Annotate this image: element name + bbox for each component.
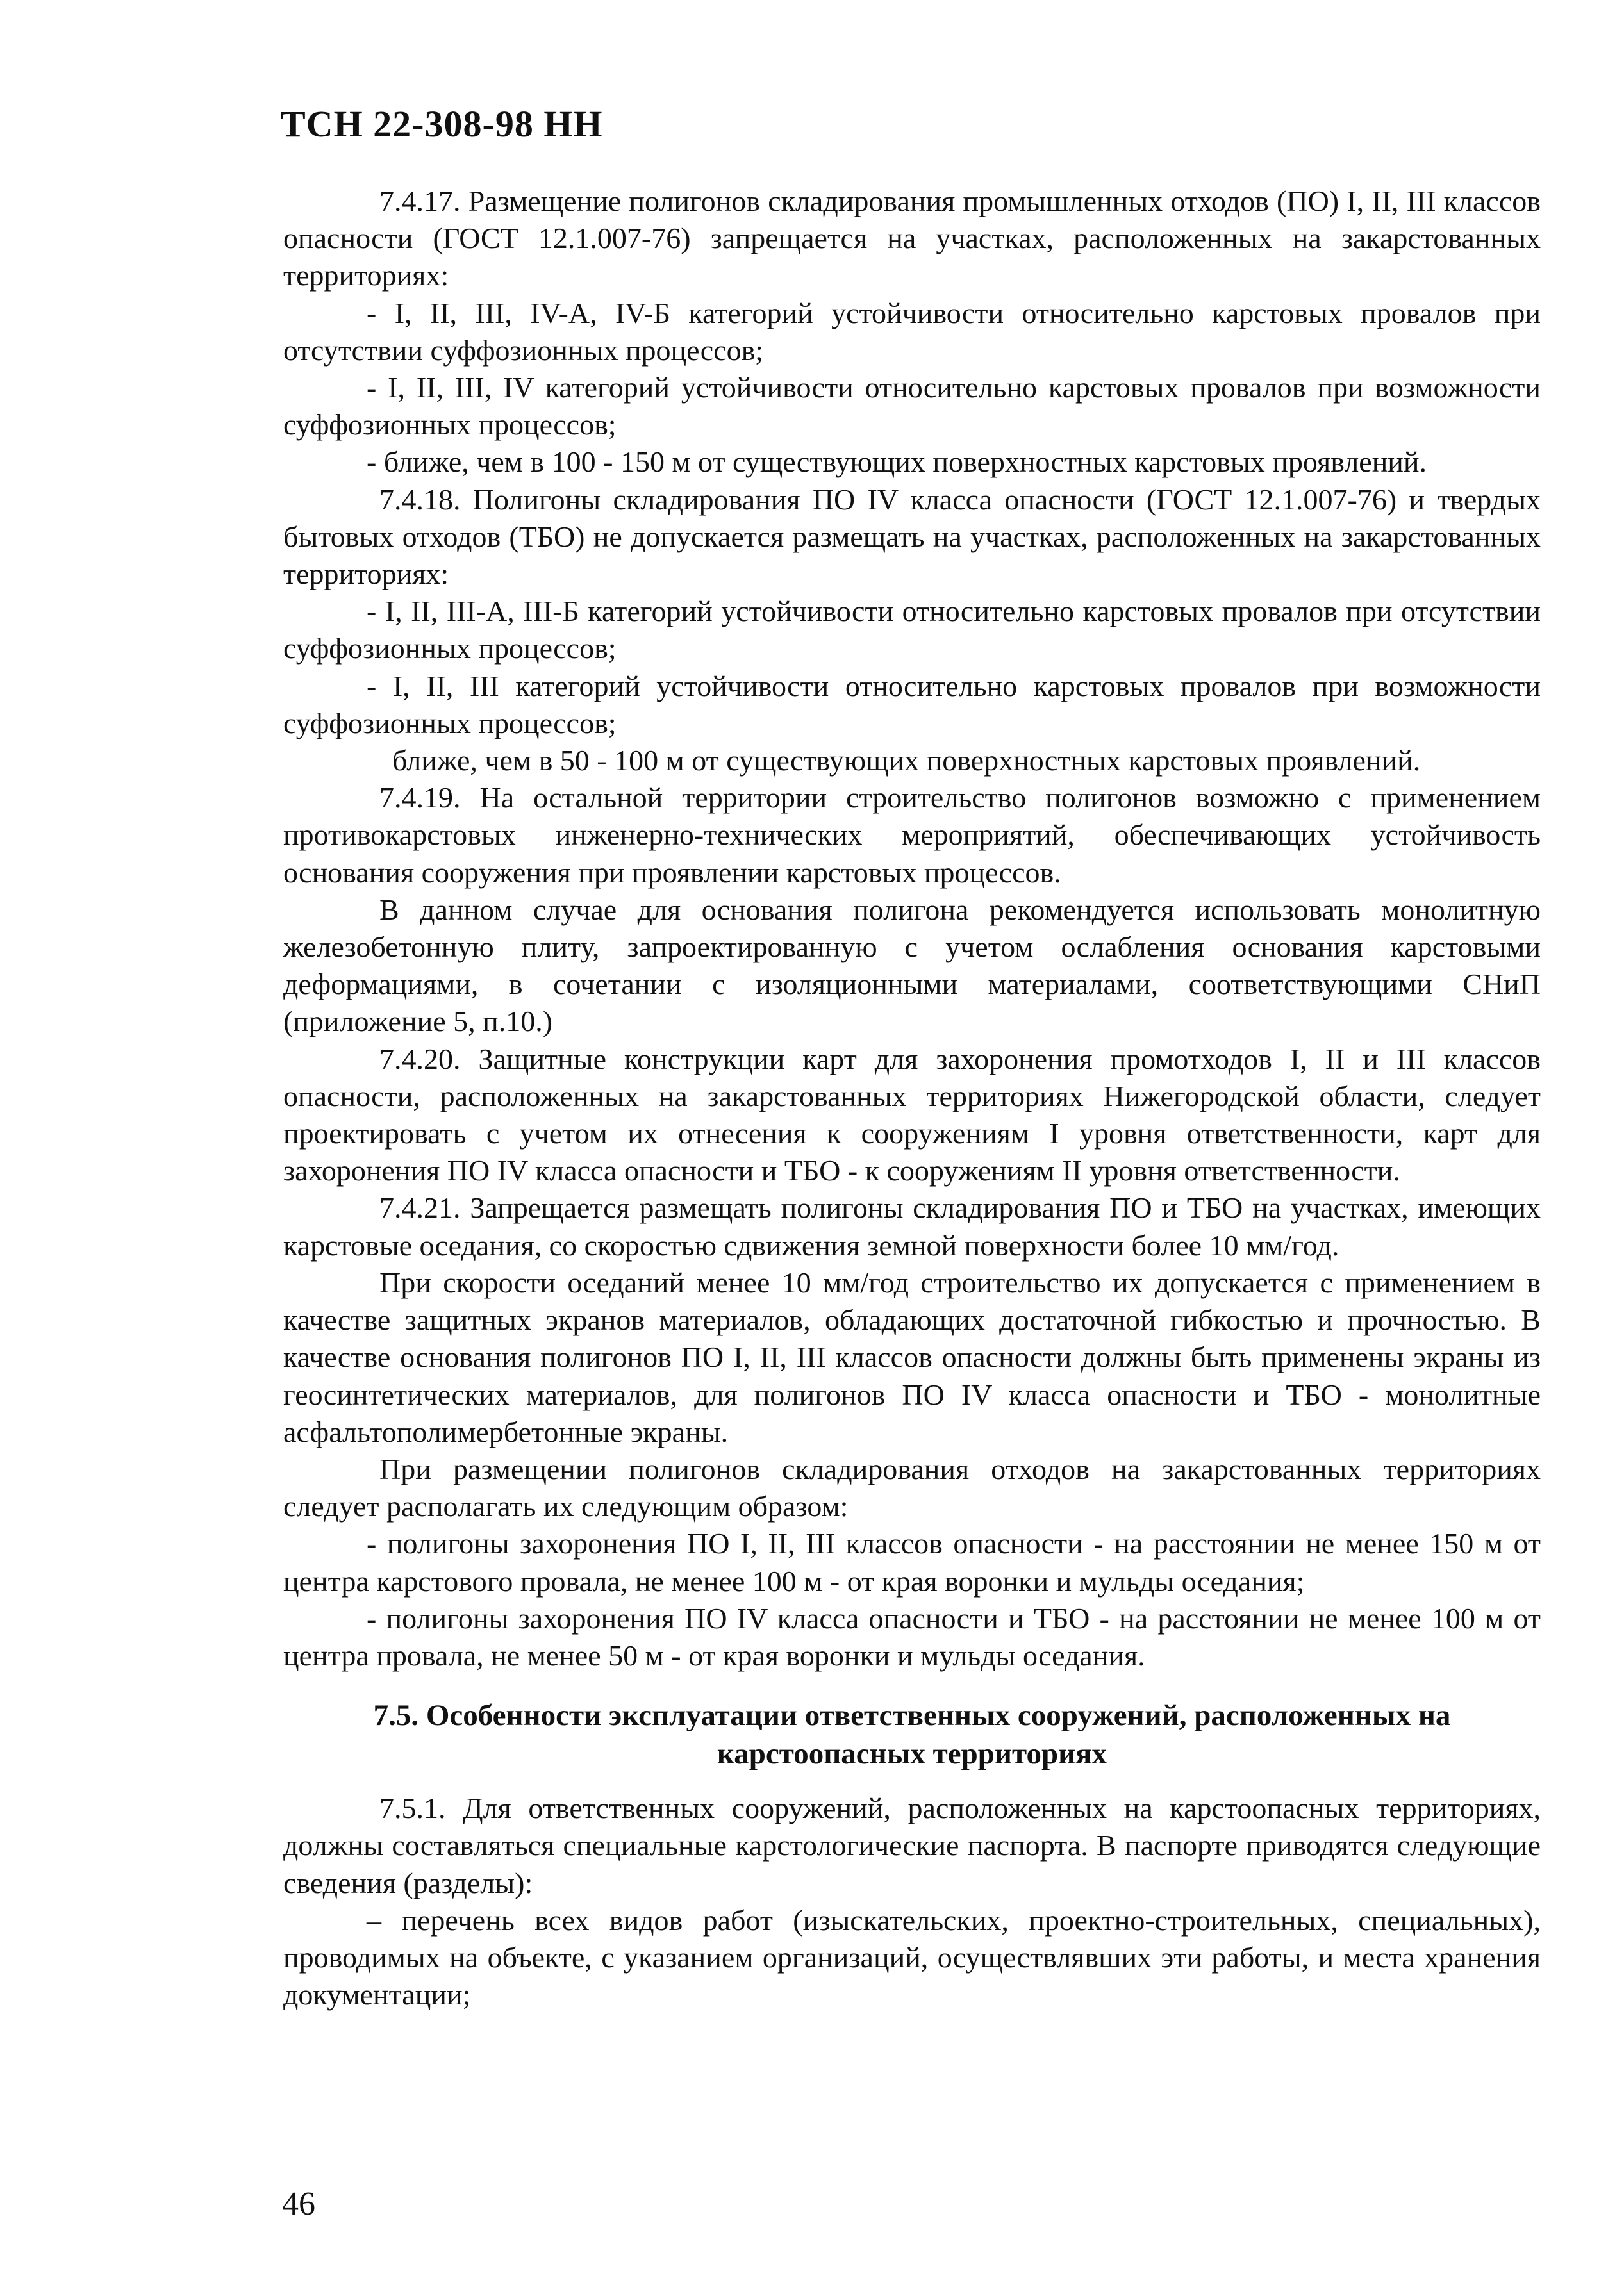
paragraph-7-4-19: 7.4.19. На остальной территории строительство полигонов возможно с применением противокарстовых инженерно-технических мероприятий, обеспечивающих устойчивость основания сооружения при проявлении карстовых процессов. (283, 781, 1541, 889)
list-item: - I, II, III, IV-А, IV-Б категорий устойчивости относительно карстовых провалов при отсутствии суффозионных процессов; (283, 296, 1541, 367)
list-item: - полигоны захоронения ПО I, II, III классов опасности - на расстоянии не менее 150 м от центра карстового провала, не менее 100 м - от края воронки и мульды оседания; (283, 1527, 1541, 1598)
document-body (283, 183, 1541, 2013)
list-item: - ближе, чем в 100 - 150 м от существующих поверхностных карстовых проявлений. (367, 445, 1427, 479)
list-item: - I, II, III категорий устойчивости относительно карстовых провалов при возможности суффозионных процессов; (283, 669, 1541, 739)
paragraph-7-4-20: 7.4.20. Защитные конструкции карт для захоронения промотходов I, II и III классов опасности, расположенных на закарстованных территориях Нижегородской области, следует проектировать с учетом их отнесения к сооружениям I уровня ответственности, карт для захоронения ПО IV класса опасности и ТБО - к сооружениям II уровня ответственности. (283, 1042, 1541, 1187)
paragraph-7-4-21-placement: При размещении полигонов складирования отходов на закарстованных территориях следует располагать их следующим образом: (283, 1452, 1541, 1523)
paragraph-7-4-21: 7.4.21. Запрещается размещать полигоны складирования ПО и ТБО на участках, имеющих карстовые оседания, со скоростью сдвижения земной поверхности более 10 мм/год. (283, 1191, 1541, 1262)
paragraph-7-4-21-continued: При скорости оседаний менее 10 мм/год строительство их допускается с применением в качестве защитных экранов материалов, обладающих достаточной гибкостью и прочностью. В качестве основания полигонов ПО I, II, III классов опасности должны быть применены экраны из геосинтетических материалов, для полигонов ПО IV класса опасности и ТБО - монолитные асфальтополимербетонные экраны. (283, 1266, 1541, 1448)
section-title-7-5: 7.5. Особенности эксплуатации ответственных сооружений, расположенных на карстоопасных территориях (373, 1699, 1451, 1771)
list-item: – перечень всех видов работ (изыскательских, проектно-строительных, специальных), проводимых на объекте, с указанием организаций, осуществлявших эти работы, и места хранения документации; (283, 1903, 1541, 2011)
paragraph-7-4-19-continued: В данном случае для основания полигона рекомендуется использовать монолитную железобетонную плиту, запроектированную с учетом ослабления основания карстовыми деформациями, в сочетании с изоляционными материалами, соответствующими СНиП (приложение 5, п.10.) (283, 893, 1541, 1038)
list-item: - I, II, III-А, III-Б категорий устойчивости относительно карстовых провалов при отсутствии суффозионных процессов; (283, 595, 1541, 665)
list-item: ближе, чем в 50 - 100 м от существующих поверхностных карстовых проявлений. (392, 744, 1421, 777)
page-number: 46 (282, 2186, 315, 2222)
list-item: - I, II, III, IV категорий устойчивости относительно карстовых провалов при возможности суффозионных процессов; (283, 371, 1541, 442)
paragraph-7-4-18: 7.4.18. Полигоны складирования ПО IV класса опасности (ГОСТ 12.1.007-76) и твердых бытовых отходов (ТБО) не допускается размещать на участках, расположенных на закарстованных территориях: (283, 483, 1541, 591)
paragraph-7-5-1: 7.5.1. Для ответственных сооружений, расположенных на карстоопасных территориях, должны составляться специальные карстологические паспорта. В паспорте приводятся следующие сведения (разделы): (283, 1792, 1541, 1899)
paragraph-7-4-17: 7.4.17. Размещение полигонов складирования промышленных отходов (ПО) I, II, III классов опасности (ГОСТ 12.1.007-76) запрещается на участках, расположенных на закарстованных территориях: (283, 185, 1541, 292)
list-item: - полигоны захоронения ПО IV класса опасности и ТБО - на расстоянии не менее 100 м от центра провала, не менее 50 м - от края воронки и мульды оседания. (283, 1601, 1541, 1672)
document-header: ТСН 22-308-98 НН (281, 103, 603, 145)
